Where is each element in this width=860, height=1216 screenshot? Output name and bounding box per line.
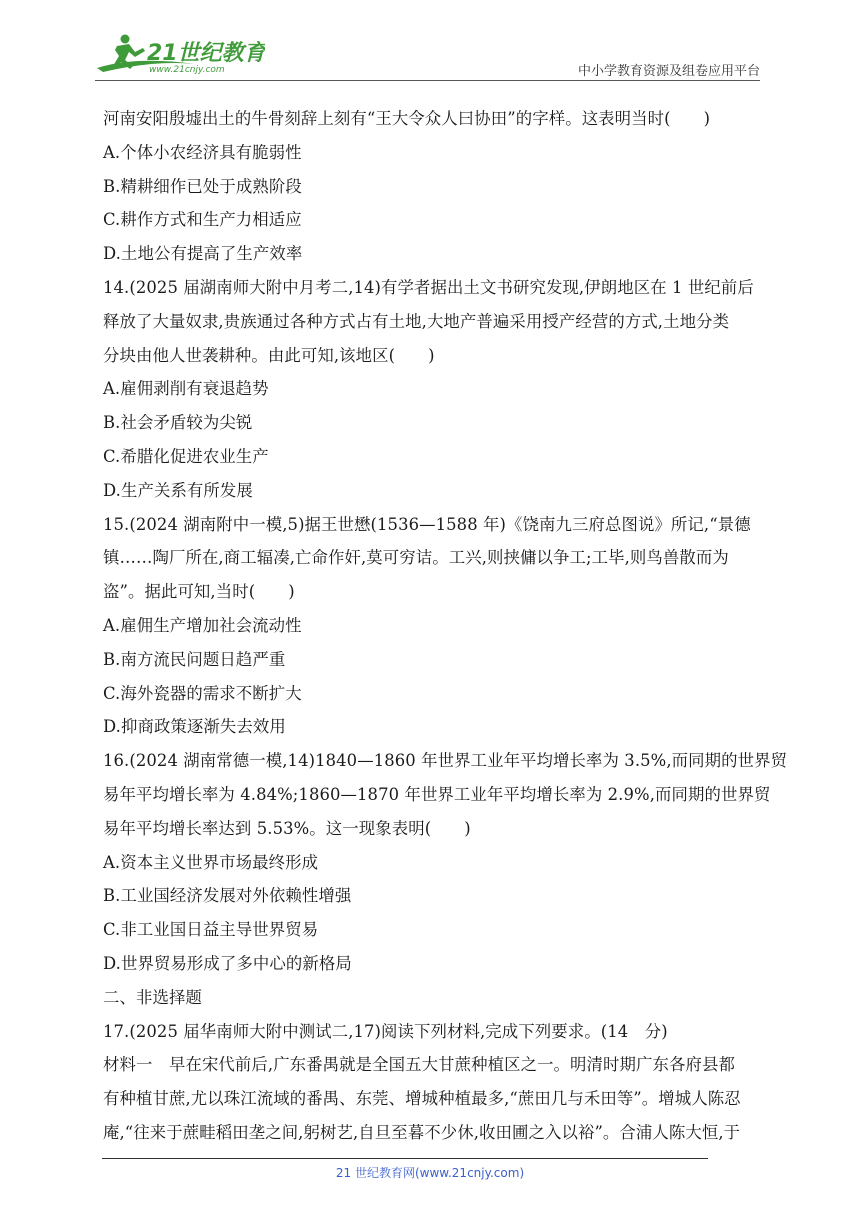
option-15-b: B.南方流民问题日趋严重 bbox=[103, 649, 286, 669]
question-14-stem-line-3: 分块由他人世袭耕种。由此可知,该地区( ) bbox=[103, 345, 435, 365]
option-16-a: A.资本主义世界市场最终形成 bbox=[103, 852, 319, 872]
option-16-c: C.非工业国日益主导世界贸易 bbox=[103, 920, 319, 940]
option-15-a: A.雇佣生产增加社会流动性 bbox=[103, 615, 302, 635]
question-content bbox=[103, 102, 788, 1150]
runner-logo-icon bbox=[95, 30, 265, 78]
header-divider bbox=[95, 80, 760, 81]
option-16-d: D.世界贸易形成了多中心的新格局 bbox=[103, 953, 352, 973]
question-15-stem-line-1: 15.(2024 湖南附中一模,5)据王世懋(1536—1588 年)《饶南九三府总图说》所记,“景德 bbox=[103, 514, 751, 534]
option-15-c: C.海外瓷器的需求不断扩大 bbox=[103, 683, 302, 703]
material-1-line-1: 材料一 早在宋代前后,广东番禺就是全国五大甘蔗种植区之一。明清时期广东各府县都 bbox=[103, 1055, 735, 1075]
question-16-stem-line-1: 16.(2024 湖南常德一模,14)1840—1860 年世界工业年平均增长率为 3.5%,而同期的世界贸 bbox=[103, 751, 788, 771]
question-15-stem-line-2: 镇……陶厂所在,商工辐凑,亡命作奸,莫可穷诘。工兴,则挟傭以争工;工毕,则鸟兽散而为 bbox=[103, 548, 729, 568]
question-16-stem-line-3: 易年平均增长率达到 5.53%。这一现象表明( ) bbox=[103, 818, 471, 838]
question-17-stem: 17.(2025 届华南师大附中测试二,17)阅读下列材料,完成下列要求。(14 分) bbox=[103, 1021, 668, 1041]
option-14-a: A.雇佣剥削有衰退趋势 bbox=[103, 379, 269, 399]
footer-link[interactable]: 21 世纪教育网(www.21cnjy.com) bbox=[335, 1166, 525, 1180]
option-13-c: C.耕作方式和生产力相适应 bbox=[103, 210, 302, 230]
option-13-d: D.土地公有提高了生产效率 bbox=[103, 244, 303, 264]
svg-text:21世纪教育: 21世纪教育 bbox=[147, 41, 265, 66]
option-14-b: B.社会矛盾较为尖锐 bbox=[103, 413, 253, 433]
option-14-d: D.生产关系有所发展 bbox=[103, 480, 253, 500]
option-13-b: B.精耕细作已处于成熟阶段 bbox=[103, 176, 302, 196]
material-1-line-3: 庵,“往来于蔗畦稻田垄之间,躬树艺,自旦至暮不少休,收田圃之入以裕”。合浦人陈大恒,于 bbox=[103, 1122, 741, 1142]
footer-divider bbox=[102, 1158, 708, 1159]
option-13-a: A.个体小农经济具有脆弱性 bbox=[103, 142, 302, 162]
site-logo bbox=[95, 30, 265, 78]
question-14-stem-line-2: 释放了大量奴隶,贵族通过各种方式占有土地,大地产普遍采用授产经营的方式,土地分类 bbox=[103, 311, 730, 331]
question-14-stem-line-1: 14.(2025 届湖南师大附中月考二,14)有学者据出土文书研究发现,伊朗地区在 1 世纪前后 bbox=[103, 277, 754, 297]
option-14-c: C.希腊化促进农业生产 bbox=[103, 446, 269, 466]
option-16-b: B.工业国经济发展对外依赖性增强 bbox=[103, 886, 352, 906]
section-heading: 二、非选择题 bbox=[103, 987, 202, 1007]
option-15-d: D.抑商政策逐渐失去效用 bbox=[103, 717, 286, 737]
question-13-stem: 河南安阳殷墟出土的牛骨刻辞上刻有“王大令众人曰协田”的字样。这表明当时( ) bbox=[103, 109, 711, 128]
page-header bbox=[95, 30, 760, 82]
platform-name: 中小学教育资源及组卷应用平台 bbox=[577, 64, 760, 79]
question-16-stem-line-2: 易年平均增长率为 4.84%;1860—1870 年世界工业年平均增长率为 2.9%,而同期的世界贸 bbox=[103, 784, 771, 804]
question-15-stem-line-3: 盗”。据此可知,当时( ) bbox=[103, 582, 295, 602]
svg-text:www.21cnjy.com: www.21cnjy.com bbox=[149, 65, 225, 75]
material-1-line-2: 有种植甘蔗,尤以珠江流域的番禺、东莞、增城种植最多,“蔗田几与禾田等”。增城人陈忍 bbox=[103, 1089, 741, 1109]
